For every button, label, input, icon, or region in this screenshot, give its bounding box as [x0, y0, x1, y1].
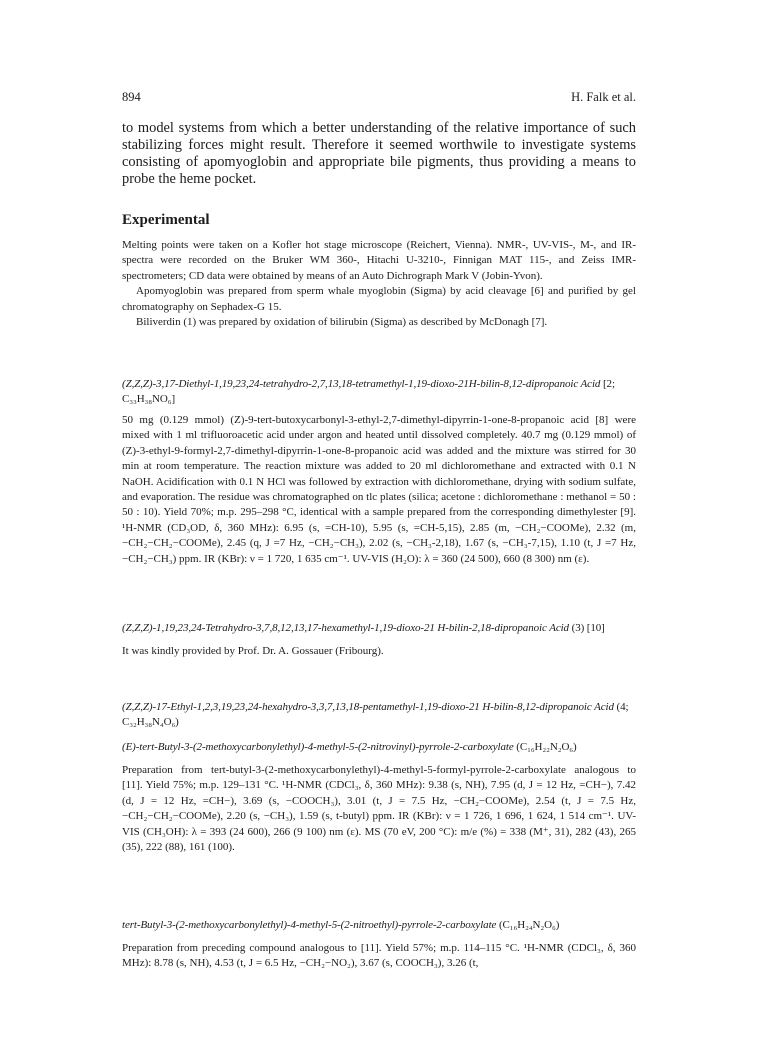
- compound-3-label: (3) [10]: [571, 622, 605, 634]
- running-head: H. Falk et al.: [571, 90, 636, 104]
- nitroethyl-procedure: Preparation from preceding compound analogous to [11]. Yield 57%; m.p. 114–115 °C. ¹H-NMR (CDCl₃, δ, 360 MHz): 8.78 (s, NH), 4.53 (t, J = 6.5 Hz, −CH₂−NO₂), 3.67 (s, COOCH₃), 3.26 (t,: [122, 942, 636, 970]
- nitroethyl-entry: [122, 918, 636, 972]
- compound-2-label: [2; C₃₃H₃₈NO₆]: [122, 378, 615, 405]
- nitrovinyl-procedure: Preparation from tert-butyl-3-(2-methoxycarbonylethyl)-4-methyl-5-formyl-pyrrole-2-carboxylate analogous to [11]. Yield 75%; m.p. 129–131 °C. ¹H-NMR (CDCl₃, δ, 360 MHz): 9.38 (s, NH), 7.95 (d, J = 12 Hz, =CH−), 7.42 (d, J = 12 Hz, =CH−), 3.69 (s, −COOCH₃), 3.01 (t, J = 7.5 Hz, −CH₂−COOMe), 2.54 (t, J = 7.5 Hz, −CH₂−CH₂−COOMe), 2.20 (s, −CH₃), 1.59 (s, t-butyl) ppm. IR (KBr): ν = 1 726, 1 696, 1 624, 1 514 cm⁻¹. UV-VIS (CH₃OH): λ = 393 (24 600), 266 (9 100) nm (ε). MS (70 eV, 200 °C): m/e (%) = 338 (M⁺, 31), 282 (43), 265 (35), 222 (88), 161 (100).: [122, 764, 636, 854]
- methods-paragraph: Melting points were taken on a Kofler hot stage microscope (Reichert, Vienna). NMR-, UV-VIS-, M-, and IR-spectra were recorded on the Bruker WM 360-, Hitachi U-3210-, Finnigan MAT 115-, and Zeiss IMR-spectrometers; CD data were obtained by means of an Auto Dichrograph Mark V (Jobin-Yvon).: [122, 239, 636, 282]
- compound-4-name: (Z,Z,Z)-17-Ethyl-1,2,3,19,23,24-hexahydro-3,3,7,13,18-pentamethyl-1,19-dioxo-21 H-bilin-8,12-dipropanoic Acid: [122, 701, 614, 713]
- compound-4-entry: [122, 700, 636, 730]
- nitrovinyl-entry: [122, 740, 636, 855]
- nitroethyl-label: (C₁₆H₂₄N₂O₆): [498, 919, 560, 931]
- intro-paragraph: to model systems from which a better understanding of the relative importance of such stabilizing forces might result. Therefore it seemed worthwile to investigate systems consisting of apomyoglobin and appropriate bile pigments, thus providing a means to probe the heme pocket.: [122, 120, 636, 187]
- page-number: 894: [122, 90, 141, 104]
- compound-3-entry: [122, 621, 636, 659]
- compound-3-name: (Z,Z,Z)-1,19,23,24-Tetrahydro-3,7,8,12,13,17-hexamethyl-1,19-dioxo-21 H-bilin-2,18-dipropanoic Acid: [122, 622, 569, 634]
- compound-2-procedure: 50 mg (0.129 mmol) (Z)-9-tert-butoxycarbonyl-3-ethyl-2,7-dimethyl-dipyrrin-1-one-8-propanoic acid [8] were mixed with 1 ml trifluoroacetic acid under argon and heated until dissolved completely. 40.7 mg (0.129 mmol) of (Z)-3-ethyl-9-formyl-2,7-dimethyl-dipyrrin-1-one-8-propanoic acid was added and the mixture was stirred for 30 min at room temperature. The reaction mixture was added to 20 ml dichloromethane and extracted with 0.1 N NaOH. Acidification with 0.1 N HCl was followed by extraction with dichloromethane, drying with sodium sulfate, and evaporation. The residue was chromatographed on tlc plates (silica; acetone : dichloromethane : methanol = 50 : 50 : 10). Yield 70%; m.p. 295–298 °C, identical with a sample prepared from the corresponding dimethylester [9]. ¹H-NMR (CD₃OD, δ, 360 MHz): 6.95 (s, =CH-10), 5.95 (s, =CH-5,15), 2.85 (m, −CH₂−COOMe), 2.32 (m, −CH₂−CH₂−COOMe), 2.45 (q, J =7 Hz, −CH₂−CH₃), 2.02 (s, −CH₃-2,18), 1.67 (s, −CH₃-7,15), 1.10 (t, J =7 Hz, −CH₂−CH₃) ppm. IR (KBr): ν = 1 720, 1 635 cm⁻¹. UV-VIS (H₂O): λ = 360 (24 500), 660 (8 300) nm (ε).: [122, 414, 636, 565]
- nitroethyl-name: tert-Butyl-3-(2-methoxycarbonylethyl)-4-methyl-5-(2-nitroethyl)-pyrrole-2-carboxylate: [122, 919, 497, 931]
- apomyoglobin-paragraph: Apomyoglobin was prepared from sperm whale myoglobin (Sigma) by acid cleavage [6] and purified by gel chromatography on Sephadex-G 15.: [122, 285, 636, 313]
- compound-2-name: (Z,Z,Z)-3,17-Diethyl-1,19,23,24-tetrahydro-2,7,13,18-tetramethyl-1,19-dioxo-21H-bilin-8,12-dipropanoic Acid: [122, 378, 601, 390]
- compound-2-title: [122, 377, 636, 407]
- nitrovinyl-name: (E)-tert-Butyl-3-(2-methoxycarbonylethyl)-4-methyl-5-(2-nitrovinyl)-pyrrole-2-carboxylate: [122, 741, 514, 753]
- compound-2-entry: [122, 377, 636, 567]
- compound-3-title: [122, 621, 636, 636]
- nitroethyl-title: [122, 918, 636, 933]
- section-title: Experimental: [122, 212, 210, 228]
- compound-3-note: It was kindly provided by Prof. Dr. A. Gossauer (Fribourg).: [122, 645, 384, 657]
- page-header: [122, 90, 636, 105]
- biliverdin-paragraph: Biliverdin (1) was prepared by oxidation of bilirubin (Sigma) as described by McDonagh [7].: [136, 316, 548, 329]
- compound-4-title: [122, 700, 636, 730]
- nitrovinyl-title: [122, 740, 636, 755]
- nitrovinyl-label: (C₁₆H₂₂N₂O₆): [516, 741, 577, 753]
- compound-4-label: (4; C₃₂H₃₈N₄O₆): [122, 701, 629, 728]
- experimental-intro: [122, 238, 636, 330]
